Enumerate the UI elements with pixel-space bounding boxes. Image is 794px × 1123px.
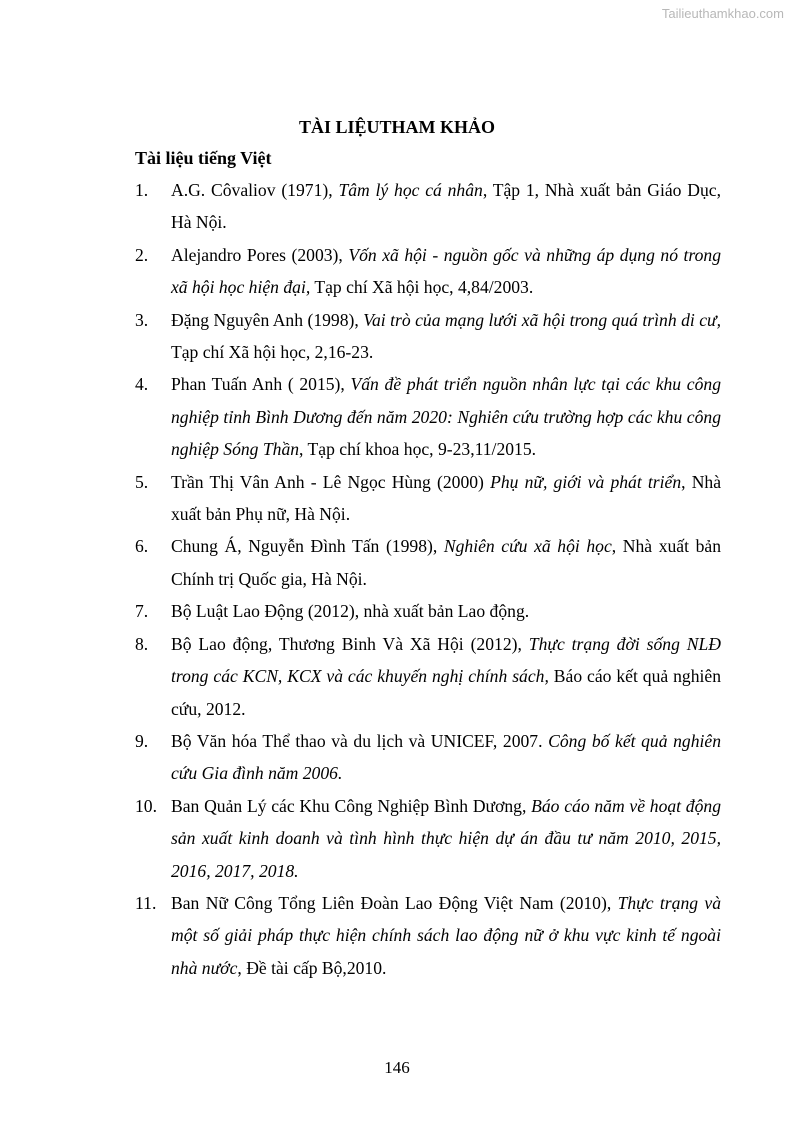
page-title: TÀI LIỆUTHAM KHẢO — [298, 117, 496, 137]
reference-list — [135, 174, 721, 984]
reference-title: Vốn xã hội - nguồn gốc và những áp dụng nó trong xã hội học hiện đại, — [171, 244, 721, 298]
reference-item — [135, 887, 721, 984]
reference-number: 2. — [135, 244, 149, 265]
reference-title: Nghiên cứu xã hội học — [443, 536, 612, 557]
reference-number: 1. — [135, 180, 149, 200]
reference-title: Tâm lý học cá nhân — [338, 180, 483, 200]
reference-number: 11. — [135, 892, 157, 913]
reference-author: Chung Á, Nguyễn Đình Tấn (1998), — [171, 536, 444, 557]
reference-title: Vai trò của mạng lưới xã hội trong quá trình di cư, — [363, 309, 722, 330]
reference-title: Vấn đề phát triển nguồn nhân lực tại các khu công nghiệp tỉnh Bình Dương đến năm 2020: Nghiên cứu trường hợp các khu công nghiệp Sóng Thần — [171, 374, 721, 460]
reference-item — [135, 530, 721, 595]
reference-number: 3. — [135, 309, 149, 330]
reference-author: Ban Quản Lý các Khu Công Nghiệp Bình Dương, — [171, 795, 532, 816]
reference-item — [135, 368, 721, 465]
reference-item — [135, 304, 721, 369]
reference-title: Thực trạng và một số giải pháp thực hiện chính sách lao động nữ ở khu vực kinh tế ngoài nhà nước — [171, 892, 721, 978]
reference-title: Phụ nữ, giới và phát triển — [490, 471, 682, 492]
reference-number: 9. — [135, 730, 149, 751]
reference-number: 5. — [135, 471, 149, 492]
reference-title: Báo cáo năm về hoạt động sản xuất kinh doanh và tình hình thực hiện dự án đầu tư năm 2010, 2015, 2016, 2017, 2018. — [171, 795, 721, 881]
reference-author: Bộ Văn hóa Thể thao và du lịch và UNICEF, 2007. — [171, 730, 549, 751]
reference-author: Bộ Luật Lao Động (2012), nhà xuất bản Lao động. — [171, 601, 530, 622]
reference-author: A.G. Côvaliov (1971), — [171, 180, 339, 200]
reference-source: , Tạp chí khoa học, 9-23,11/2015. — [299, 439, 537, 460]
reference-number: 7. — [135, 601, 149, 622]
reference-title: Công bố kết quả nghiên cứu Gia đình năm 2006. — [171, 730, 721, 784]
reference-author: Alejandro Pores (2003), — [171, 244, 349, 265]
watermark: Tailieuthamkhao.com — [661, 6, 784, 21]
reference-author: Bộ Lao động, Thương Binh Và Xã Hội (2012), — [171, 633, 529, 654]
reference-item — [135, 174, 721, 239]
reference-item — [135, 595, 721, 627]
reference-number: 6. — [135, 536, 149, 557]
reference-item — [135, 239, 721, 304]
reference-source: , Nhà xuất bản Phụ nữ, Hà Nội. — [171, 471, 722, 525]
reference-source: , Tập 1, Nhà xuất bản Giáo Dục, Hà Nội. — [171, 180, 721, 233]
reference-source: Báo cáo kết quả nghiên cứu, 2012. — [171, 666, 721, 719]
reference-source: , Nhà xuất bản Chính trị Quốc gia, Hà Nội. — [171, 536, 721, 589]
reference-item — [135, 725, 721, 790]
page-number: 146 — [384, 1058, 410, 1077]
reference-author: Trần Thị Vân Anh - Lê Ngọc Hùng (2000) — [171, 471, 491, 492]
reference-title: Thực trạng đời sống NLĐ trong các KCN, KCX và các khuyến nghị chính sách, — [171, 633, 721, 687]
reference-author: Ban Nữ Công Tổng Liên Đoàn Lao Động Việt Nam (2010), — [171, 892, 618, 913]
reference-number: 10. — [135, 795, 157, 816]
reference-source: Tạp chí Xã hội học, 2,16-23. — [171, 342, 374, 363]
reference-item — [135, 790, 721, 887]
reference-author: Đặng Nguyên Anh (1998), — [171, 309, 364, 330]
reference-source: Tạp chí Xã hội học, 4,84/2003. — [310, 277, 534, 298]
reference-item — [135, 628, 721, 725]
section-heading: Tài liệu tiếng Việt — [135, 148, 272, 168]
reference-item — [135, 466, 721, 531]
reference-source: , Đề tài cấp Bộ,2010. — [237, 957, 387, 978]
reference-number: 8. — [135, 633, 149, 654]
reference-number: 4. — [135, 374, 149, 395]
reference-author: Phan Tuấn Anh ( 2015), — [171, 374, 351, 395]
